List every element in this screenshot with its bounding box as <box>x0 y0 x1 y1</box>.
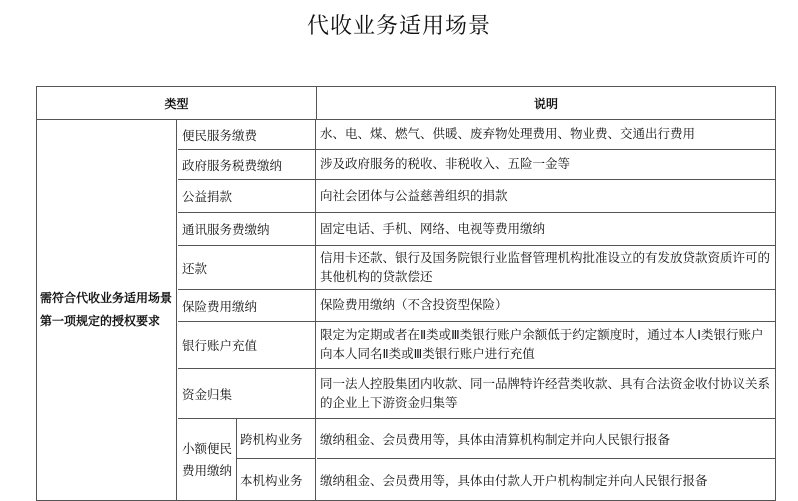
page-title: 代收业务适用场景 <box>306 14 491 39</box>
micro-sub-type: 跨机构业务 <box>236 419 315 459</box>
row-description: 信用卡还款、银行及国务院银行业监督管理机构批准设立的有发放贷款资质许可的其他机构的贷款偿还 <box>320 249 771 284</box>
table-row <box>178 290 775 322</box>
row-type: 资金归集 <box>178 369 316 418</box>
row-type: 通讯服务费缴纳 <box>178 213 316 245</box>
header-description: 说明 <box>533 96 558 111</box>
header-type: 类型 <box>37 87 317 119</box>
table-row <box>178 150 775 180</box>
micro-sub-description: 缴纳租金、会员费用等，具体由清算机构制定并向人民银行报备 <box>317 419 775 459</box>
table-row <box>178 120 775 150</box>
row-description: 水、电、煤、燃气、供暖、废弃物处理费用、物业费、交通出行费用 <box>320 126 696 142</box>
table-header <box>37 87 775 120</box>
row-type: 还款 <box>178 246 316 289</box>
table-row <box>178 213 775 246</box>
rows-container <box>178 120 775 500</box>
category-line-2: 第一项规定的授权要求 <box>40 314 161 328</box>
row-description: 同一法人控股集团内收款、同一品牌特许经营类收款、具有合法资金收付协议关系的企业上下游资金归集等 <box>320 375 771 410</box>
row-type: 政府服务税费缴纳 <box>178 150 316 179</box>
row-type: 公益捐款 <box>178 180 316 212</box>
scenario-table <box>36 86 776 501</box>
table-body <box>37 120 775 500</box>
row-description: 固定电话、手机、网络、电视等费用缴纳 <box>320 220 546 236</box>
row-description: 向社会团体与公益慈善组织的捐款 <box>320 187 508 203</box>
row-description: 限定为定期或者在Ⅱ类或Ⅲ类银行账户余额低于约定额度时，通过本人Ⅰ类银行账户向本人同名Ⅱ类或Ⅲ类银行账户进行充值 <box>320 327 764 361</box>
row-description: 保险费用缴纳（不含投资型保险） <box>320 297 508 313</box>
micro-sub-type: 本机构业务 <box>236 459 315 500</box>
row-description: 涉及政府服务的税收、非税收入、五险一金等 <box>320 156 571 172</box>
micro-label: 小额便民费用缴纳 <box>182 440 233 478</box>
table-row-micro <box>178 419 775 500</box>
category-line-1: 需符合代收业务适用场景 <box>40 291 173 306</box>
category-cell <box>37 120 177 500</box>
row-type: 保险费用缴纳 <box>178 290 316 321</box>
row-type: 便民服务缴费 <box>178 120 316 149</box>
table-row <box>178 246 775 290</box>
table-row <box>178 180 775 213</box>
table-row <box>178 369 775 419</box>
micro-sub-description: 缴纳租金、会员费用等，具体由付款人开户机构制定并向人民银行报备 <box>320 472 708 488</box>
row-type: 银行账户充值 <box>178 322 316 368</box>
table-row <box>178 322 775 369</box>
micro-type-cell <box>178 419 316 500</box>
